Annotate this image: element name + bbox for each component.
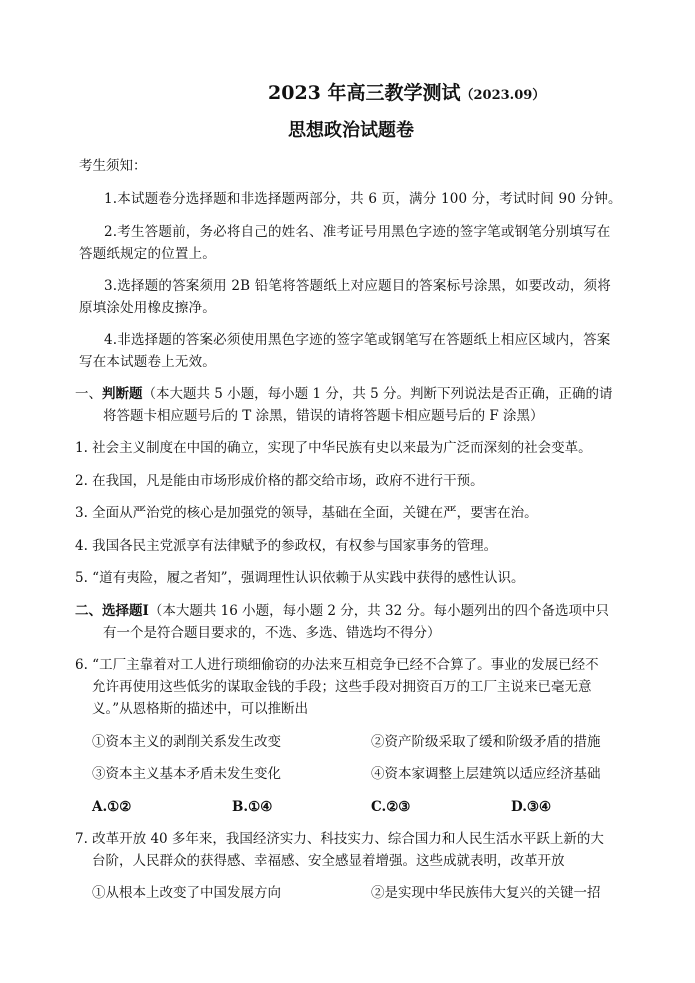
q7-stem: 7. 改革开放 40 多年来，我国经济实力、科技实力、综合国力和人民生活水平跃上新的大	[75, 831, 604, 847]
q6-stem: 义。”从恩格斯的描述中，可以推断出	[92, 701, 309, 717]
exam-subtitle: 思想政治试题卷	[288, 120, 414, 141]
notice-item: 写在本试题卷上无效。	[79, 354, 216, 370]
q6-choice-c: C.②③	[371, 799, 411, 815]
judge-question: 5. “道有夷险，履之者知”，强调理性认识依赖于从实践中获得的感性认识。	[75, 570, 525, 586]
q7-statement: ①从根本上改变了中国发展方向	[92, 885, 281, 901]
section2-name: 选择题Ⅰ	[102, 603, 149, 619]
judge-question: 1. 社会主义制度在中国的确立，实现了中华民族有史以来最为广泛而深刻的社会变革。	[75, 440, 592, 456]
q6-statement: ④资本家调整上层建筑以适应经济基础	[371, 766, 601, 782]
exam-date: （2023.09）	[460, 88, 546, 103]
section2-desc: （本大题共 16 小题，每小题 2 分，共 32 分。每小题列出的四个备选项中只	[148, 603, 610, 619]
exam-title	[268, 83, 545, 106]
judge-question: 3. 全面从严治党的核心是加强党的领导，基础在全面，关键在严，要害在治。	[75, 505, 538, 521]
exam-title-text: 2023 年高三教学测试	[268, 82, 461, 104]
notice-item: 3.选择题的答案须用 2B 铅笔将答题纸上对应题目的答案标号涂黑，如要改动，须将	[104, 278, 611, 294]
section1-name: 判断题	[102, 386, 143, 402]
section1-number: 一、	[75, 386, 102, 402]
notice-item: 4.非选择题的答案必须使用黑色字迹的签字笔或钢笔写在答题纸上相应区域内，答案	[104, 332, 611, 348]
q7-stem: 台阶，人民群众的获得感、幸福感、安全感显着增强。这些成就表明，改革开放	[92, 853, 565, 869]
q6-choice-d: D.③④	[511, 799, 552, 815]
q6-stem: 允许再使用这些低劣的谋取金钱的手段；这些手段对拥资百万的工厂主说来已毫无意	[92, 679, 592, 695]
q6-statement: ②资产阶级采取了缓和阶级矛盾的措施	[371, 734, 601, 750]
section2-number: 二、	[75, 603, 102, 619]
notice-heading: 考生须知：	[79, 158, 147, 174]
section1-desc: （本大题共 5 小题，每小题 1 分，共 5 分。判断下列说法是否正确，正确的请	[142, 386, 613, 402]
notice-item: 答题纸规定的位置上。	[79, 246, 216, 262]
notice-item: 2.考生答题前，务必将自己的姓名、准考证号用黑色字迹的签字笔或钢笔分别填写在	[104, 224, 611, 240]
q6-statement: ③资本主义基本矛盾未发生变化	[92, 766, 281, 782]
section1-header	[75, 384, 613, 404]
notice-item: 原填涂处用橡皮擦净。	[79, 300, 216, 316]
q6-statement: ①资本主义的剥削关系发生改变	[92, 734, 281, 750]
section1-desc-cont: 将答题卡相应题号后的 T 涂黑，错误的请将答题卡相应题号后的 F 涂黑）	[103, 408, 544, 424]
q6-choice-a: A.①②	[92, 799, 132, 815]
judge-question: 4. 我国各民主党派享有法律赋予的参政权，有权参与国家事务的管理。	[75, 538, 498, 554]
section2-header	[75, 601, 609, 621]
q6-stem: 6. “工厂主靠着对工人进行琐细偷窃的办法来互相竞争已经不合算了。事业的发展已经不	[75, 657, 599, 673]
section2-desc-cont: 有一个是符合题目要求的，不选、多选、错选均不得分）	[103, 625, 441, 641]
judge-question: 2. 在我国，凡是能由市场形成价格的都交给市场，政府不进行干预。	[75, 473, 484, 489]
q7-statement: ②是实现中华民族伟大复兴的关键一招	[371, 885, 601, 901]
q6-choice-b: B.①④	[232, 799, 273, 815]
notice-item: 1.本试题卷分选择题和非选择题两部分，共 6 页，满分 100 分，考试时间 90 分钟。	[104, 191, 622, 207]
